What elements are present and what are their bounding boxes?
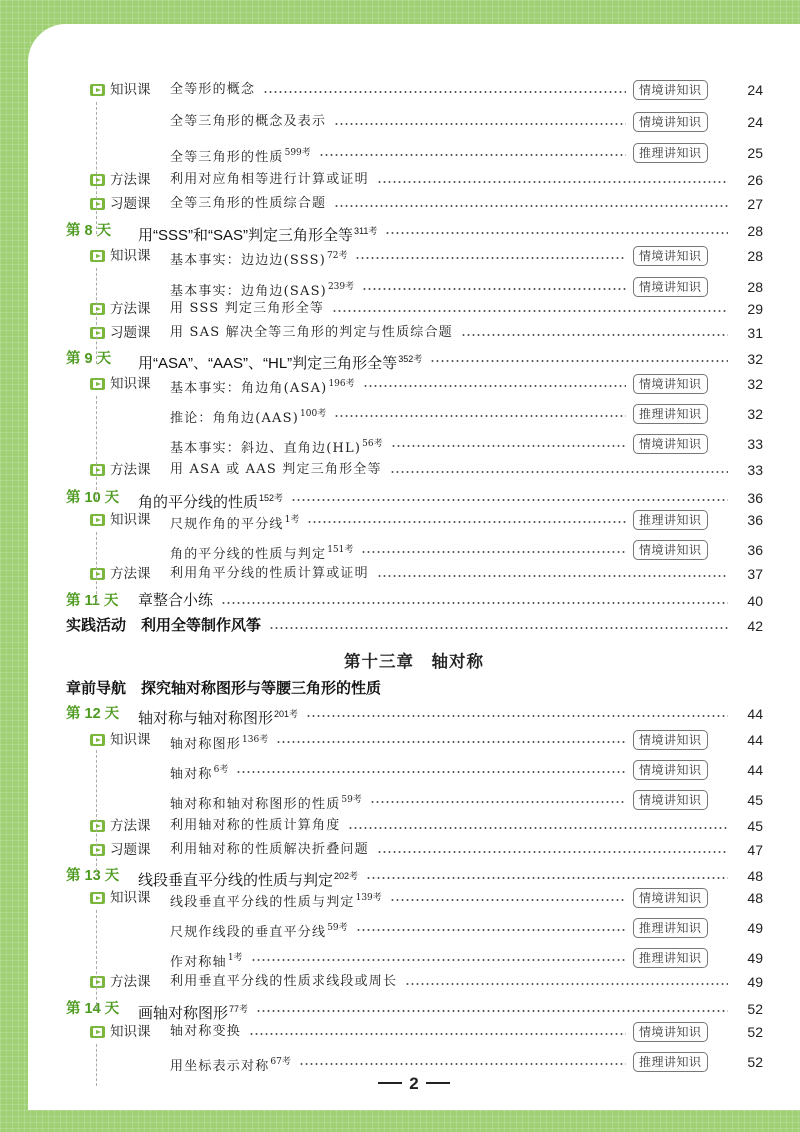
page-ref: 36 xyxy=(747,490,763,506)
page-ref: 32 xyxy=(747,376,763,392)
exam-count: 1考 xyxy=(227,953,243,963)
page-ref: 52 xyxy=(747,1024,763,1040)
play-icon xyxy=(90,84,105,96)
exam-count: 202考 xyxy=(334,871,359,881)
exam-count: 239考 xyxy=(327,282,355,292)
exam-count: 6考 xyxy=(213,765,229,775)
exam-count: 77考 xyxy=(229,1004,249,1014)
lesson-title xyxy=(170,372,355,401)
toc-entry[interactable] xyxy=(28,728,800,752)
page-ref: 52 xyxy=(747,1054,763,1070)
play-icon xyxy=(90,976,105,988)
page-ref: 33 xyxy=(747,436,763,452)
play-icon xyxy=(90,844,105,856)
exam-count: 151考 xyxy=(327,545,354,555)
section-title: 实践活动 利用全等制作风筝 xyxy=(66,617,262,634)
lesson-title xyxy=(170,321,453,345)
leader-dots xyxy=(377,851,728,853)
page-ref: 24 xyxy=(747,114,763,130)
exam-count: 136考 xyxy=(242,735,269,745)
exam-count: 196考 xyxy=(328,379,355,389)
leader-dots xyxy=(319,154,626,156)
toc-page xyxy=(28,24,800,1110)
lesson-title-text: 用 SAS 解决全等三角形的判定与性质综合题 xyxy=(170,325,453,340)
day-title xyxy=(138,589,213,613)
toc-entry[interactable] xyxy=(28,402,800,426)
toc-entry[interactable] xyxy=(28,168,800,192)
lesson-title-text: 基本事实：边角边(SAS) xyxy=(170,284,327,299)
page-ref: 36 xyxy=(747,542,763,558)
day-title-text: 轴对称与轴对称图形 xyxy=(138,710,274,727)
leader-dots xyxy=(356,929,626,931)
exam-count: 72考 xyxy=(327,251,348,261)
toc-entry[interactable] xyxy=(28,1050,800,1074)
play-icon xyxy=(90,892,105,904)
leader-dots xyxy=(334,123,626,125)
leader-dots xyxy=(362,288,626,290)
method-tag: 情境讲知识 xyxy=(633,246,708,266)
exam-count: 599考 xyxy=(284,148,311,158)
lesson-title-text: 利用角平分线的性质计算或证明 xyxy=(170,566,369,581)
leader-dots xyxy=(256,1010,728,1012)
method-tag: 推理讲知识 xyxy=(633,510,708,530)
lesson-title-text: 利用轴对称的性质计算角度 xyxy=(170,818,341,833)
day-row[interactable] xyxy=(28,864,800,888)
lesson-title xyxy=(170,458,382,482)
toc-entry[interactable] xyxy=(28,244,800,268)
toc-entry[interactable] xyxy=(28,192,800,216)
toc-entry[interactable] xyxy=(28,110,800,134)
toc-entry[interactable] xyxy=(28,677,800,701)
exam-count: 139考 xyxy=(355,893,382,903)
toc-entry[interactable] xyxy=(28,838,800,862)
method-tag: 推理讲知识 xyxy=(633,948,708,968)
lesson-type: 知识课 xyxy=(110,248,151,264)
section-title: 章前导航 探究轴对称图形与等腰三角形的性质 xyxy=(66,680,382,697)
page-ref: 33 xyxy=(747,462,763,478)
lesson-title-text: 作对称轴 xyxy=(170,955,227,970)
lesson-title-text: 利用对应角相等进行计算或证明 xyxy=(170,172,369,187)
leader-dots xyxy=(251,959,626,961)
lesson-title-text: 尺规作线段的垂直平分线 xyxy=(170,925,327,940)
page-footer xyxy=(28,1074,800,1094)
day-label: 第 11 天 xyxy=(66,593,119,609)
leader-dots xyxy=(236,771,626,773)
page-ref: 44 xyxy=(747,762,763,778)
play-icon xyxy=(90,734,105,746)
lesson-type: 习题课 xyxy=(110,325,151,341)
leader-dots xyxy=(377,575,728,577)
method-tag: 情境讲知识 xyxy=(633,1022,708,1042)
day-row[interactable] xyxy=(28,347,800,371)
leader-dots xyxy=(390,899,626,901)
toc-entry[interactable] xyxy=(28,916,800,940)
method-tag: 情境讲知识 xyxy=(633,80,708,100)
leader-dots xyxy=(361,551,626,553)
day-title xyxy=(138,702,298,731)
leader-dots xyxy=(276,741,626,743)
lesson-type: 知识课 xyxy=(110,890,151,906)
lesson-title xyxy=(170,728,268,757)
leader-dots xyxy=(332,310,728,312)
leader-dots xyxy=(334,415,626,417)
page-ref: 44 xyxy=(747,706,763,722)
page-ref: 45 xyxy=(747,792,763,808)
exam-count: 59考 xyxy=(327,923,348,933)
exam-count: 67考 xyxy=(270,1057,291,1067)
leader-dots xyxy=(221,602,728,604)
play-icon xyxy=(90,378,105,390)
connector-line xyxy=(96,532,97,604)
method-tag: 推理讲知识 xyxy=(633,1052,708,1072)
toc-entry[interactable] xyxy=(28,458,800,482)
leader-dots xyxy=(263,91,626,93)
page-ref: 49 xyxy=(747,920,763,936)
toc-entry[interactable] xyxy=(28,970,800,994)
method-tag: 情境讲知识 xyxy=(633,730,708,750)
leader-dots xyxy=(430,360,728,362)
toc-entry[interactable] xyxy=(28,275,800,299)
lesson-title-text: 全等三角形的性质综合题 xyxy=(170,196,327,211)
day-title-text: 线段垂直平分线的性质与判定 xyxy=(138,872,334,889)
lesson-title xyxy=(170,297,324,321)
lesson-title xyxy=(170,1020,241,1044)
day-row[interactable] xyxy=(28,589,800,613)
lesson-title xyxy=(170,508,299,537)
lesson-title-text: 全等形的概念 xyxy=(170,82,256,97)
day-title-text: 章整合小练 xyxy=(138,592,214,609)
lesson-type: 知识课 xyxy=(110,732,151,748)
method-tag: 推理讲知识 xyxy=(633,404,708,424)
toc-entry[interactable] xyxy=(28,758,800,782)
method-tag: 情境讲知识 xyxy=(633,277,708,297)
play-icon xyxy=(90,464,105,476)
lesson-title-text: 轴对称图形 xyxy=(170,737,242,752)
toc-entry[interactable] xyxy=(28,886,800,910)
lesson-type: 习题课 xyxy=(110,842,151,858)
chapter-heading: 第十三章 轴对称 xyxy=(344,653,484,671)
play-icon xyxy=(90,568,105,580)
page-ref: 27 xyxy=(747,196,763,212)
lesson-title xyxy=(170,562,369,586)
toc-entry[interactable] xyxy=(28,562,800,586)
method-tag: 情境讲知识 xyxy=(633,434,708,454)
lesson-title xyxy=(170,758,228,787)
page-ref: 49 xyxy=(747,950,763,966)
toc-entry[interactable] xyxy=(28,141,800,165)
play-icon xyxy=(90,820,105,832)
page-ref: 42 xyxy=(747,618,763,634)
toc-entry[interactable] xyxy=(28,1020,800,1044)
method-tag: 推理讲知识 xyxy=(633,143,708,163)
leader-dots xyxy=(370,801,626,803)
lesson-type: 方法课 xyxy=(110,974,151,990)
page-ref: 32 xyxy=(747,351,763,367)
leader-dots xyxy=(390,471,728,473)
lesson-title xyxy=(170,814,340,838)
connector-line xyxy=(96,750,97,876)
day-title-text: 用“SSS”和“SAS”判定三角形全等 xyxy=(138,227,354,244)
lesson-title-text: 全等三角形的概念及表示 xyxy=(170,114,327,129)
lesson-type: 知识课 xyxy=(110,82,151,98)
lesson-title-text: 轴对称变换 xyxy=(170,1024,242,1039)
lesson-title xyxy=(170,244,347,273)
lesson-title-text: 基本事实：斜边、直角边(HL) xyxy=(170,441,362,456)
lesson-title-text: 线段垂直平分线的性质与判定 xyxy=(170,895,355,910)
page-ref: 37 xyxy=(747,566,763,582)
play-icon xyxy=(90,1026,105,1038)
page-ref: 25 xyxy=(747,145,763,161)
day-label: 第 9 天 xyxy=(66,351,112,367)
page-ref: 28 xyxy=(747,248,763,264)
leader-dots xyxy=(366,877,728,879)
page-ref: 28 xyxy=(747,279,763,295)
lesson-title xyxy=(170,886,382,915)
play-icon xyxy=(90,250,105,262)
lesson-type: 方法课 xyxy=(110,566,151,582)
leader-dots xyxy=(249,1033,626,1035)
leader-dots xyxy=(348,827,728,829)
lesson-title-text: 轴对称和轴对称图形的性质 xyxy=(170,797,341,812)
page-ref: 49 xyxy=(747,974,763,990)
leader-dots xyxy=(377,181,728,183)
exam-count: 59考 xyxy=(341,795,362,805)
lesson-type: 方法课 xyxy=(110,301,151,317)
day-row[interactable] xyxy=(28,702,800,726)
leader-dots xyxy=(299,1063,626,1065)
day-label: 第 12 天 xyxy=(66,706,120,722)
leader-dots xyxy=(307,521,626,523)
leader-dots xyxy=(405,983,728,985)
lesson-type: 方法课 xyxy=(110,818,151,834)
page-ref: 32 xyxy=(747,406,763,422)
toc-entry[interactable] xyxy=(28,372,800,396)
day-title-text: 画轴对称图形 xyxy=(138,1005,229,1022)
day-row[interactable] xyxy=(28,219,800,243)
connector-line xyxy=(96,102,97,234)
page-number: 2 xyxy=(409,1074,419,1093)
page-ref: 45 xyxy=(747,818,763,834)
lesson-title xyxy=(170,192,326,216)
leader-dots xyxy=(355,257,626,259)
page-ref: 48 xyxy=(747,868,763,884)
page-ref: 31 xyxy=(747,325,763,341)
toc-entry[interactable] xyxy=(28,814,800,838)
page-ref: 28 xyxy=(747,223,763,239)
lesson-title-text: 推论：角角边(AAS) xyxy=(170,411,300,426)
page-ref: 52 xyxy=(747,1001,763,1017)
page-ref: 48 xyxy=(747,890,763,906)
lesson-title-text: 基本事实：角边角(ASA) xyxy=(170,381,328,396)
toc-entry[interactable] xyxy=(28,946,800,970)
lesson-title-text: 用坐标表示对称 xyxy=(170,1059,270,1074)
page-ref: 29 xyxy=(747,301,763,317)
toc-entry[interactable] xyxy=(28,508,800,532)
lesson-type: 知识课 xyxy=(110,1024,151,1040)
lesson-type: 方法课 xyxy=(110,462,151,478)
play-icon xyxy=(90,327,105,339)
method-tag: 情境讲知识 xyxy=(633,540,708,560)
lesson-title xyxy=(170,970,397,994)
toc-entry[interactable] xyxy=(28,538,800,562)
exam-count: 311考 xyxy=(354,226,378,236)
toc-entry[interactable] xyxy=(28,297,800,321)
leader-dots xyxy=(269,627,728,629)
page-ref: 36 xyxy=(747,512,763,528)
toc-entry[interactable] xyxy=(28,614,800,638)
toc-entry[interactable] xyxy=(28,78,800,102)
leader-dots xyxy=(363,385,626,387)
lesson-title xyxy=(170,916,348,945)
method-tag: 情境讲知识 xyxy=(633,790,708,810)
method-tag: 情境讲知识 xyxy=(633,760,708,780)
lesson-title-text: 用 ASA 或 AAS 判定三角形全等 xyxy=(170,462,382,477)
lesson-title xyxy=(170,110,326,134)
toc-entry[interactable] xyxy=(28,321,800,345)
connector-line xyxy=(96,268,97,364)
lesson-type: 知识课 xyxy=(110,376,151,392)
day-row[interactable] xyxy=(28,486,800,510)
lesson-title-text: 用 SSS 判定三角形全等 xyxy=(170,301,325,316)
leader-dots xyxy=(391,445,626,447)
lesson-title-text: 全等三角形的性质 xyxy=(170,150,284,165)
leader-dots xyxy=(306,715,728,717)
page-ref: 40 xyxy=(747,593,763,609)
lesson-title-text: 尺规作角的平分线 xyxy=(170,517,284,532)
lesson-title-text: 角的平分线的性质与判定 xyxy=(170,547,327,562)
method-tag: 推理讲知识 xyxy=(633,918,708,938)
lesson-title-text: 基本事实：边边边(SSS) xyxy=(170,253,327,268)
lesson-type: 习题课 xyxy=(110,196,151,212)
day-label: 第 8 天 xyxy=(66,223,112,239)
leader-dots xyxy=(385,232,728,234)
lesson-title xyxy=(170,402,326,431)
lesson-title-text: 利用轴对称的性质解决折叠问题 xyxy=(170,842,369,857)
lesson-type: 知识课 xyxy=(110,512,151,528)
play-icon xyxy=(90,198,105,210)
lesson-type: 方法课 xyxy=(110,172,151,188)
leader-dots xyxy=(461,334,728,336)
day-title-text: 角的平分线的性质 xyxy=(138,494,259,511)
exam-count: 56考 xyxy=(362,439,383,449)
toc-entry[interactable] xyxy=(28,432,800,456)
day-title-text: 用“ASA”、“AAS”、“HL”判定三角形全等 xyxy=(138,355,398,372)
exam-count: 152考 xyxy=(259,493,284,503)
connector-line xyxy=(96,396,97,500)
page-ref: 44 xyxy=(747,732,763,748)
day-label: 第 10 天 xyxy=(66,490,120,506)
page-ref: 24 xyxy=(747,82,763,98)
lesson-title xyxy=(170,168,369,192)
lesson-title xyxy=(170,432,383,461)
day-label: 第 14 天 xyxy=(66,1001,120,1017)
exam-count: 1考 xyxy=(284,515,300,525)
page-ref: 47 xyxy=(747,842,763,858)
day-row[interactable] xyxy=(28,997,800,1021)
leader-dots xyxy=(291,499,728,501)
method-tag: 情境讲知识 xyxy=(633,112,708,132)
day-label: 第 13 天 xyxy=(66,868,120,884)
play-icon xyxy=(90,174,105,186)
play-icon xyxy=(90,514,105,526)
lesson-title xyxy=(170,78,255,102)
exam-count: 201考 xyxy=(274,709,299,719)
leader-dots xyxy=(334,205,728,207)
play-icon xyxy=(90,303,105,315)
exam-count: 100考 xyxy=(300,409,327,419)
connector-line xyxy=(96,910,97,1010)
toc-entry[interactable] xyxy=(28,788,800,812)
method-tag: 情境讲知识 xyxy=(633,888,708,908)
method-tag: 情境讲知识 xyxy=(633,374,708,394)
exam-count: 352考 xyxy=(398,354,423,364)
lesson-title-text: 轴对称 xyxy=(170,767,213,782)
lesson-title xyxy=(170,141,311,170)
lesson-title-text: 利用垂直平分线的性质求线段或周长 xyxy=(170,974,398,989)
lesson-title xyxy=(170,788,362,817)
lesson-title xyxy=(170,838,369,862)
page-ref: 26 xyxy=(747,172,763,188)
